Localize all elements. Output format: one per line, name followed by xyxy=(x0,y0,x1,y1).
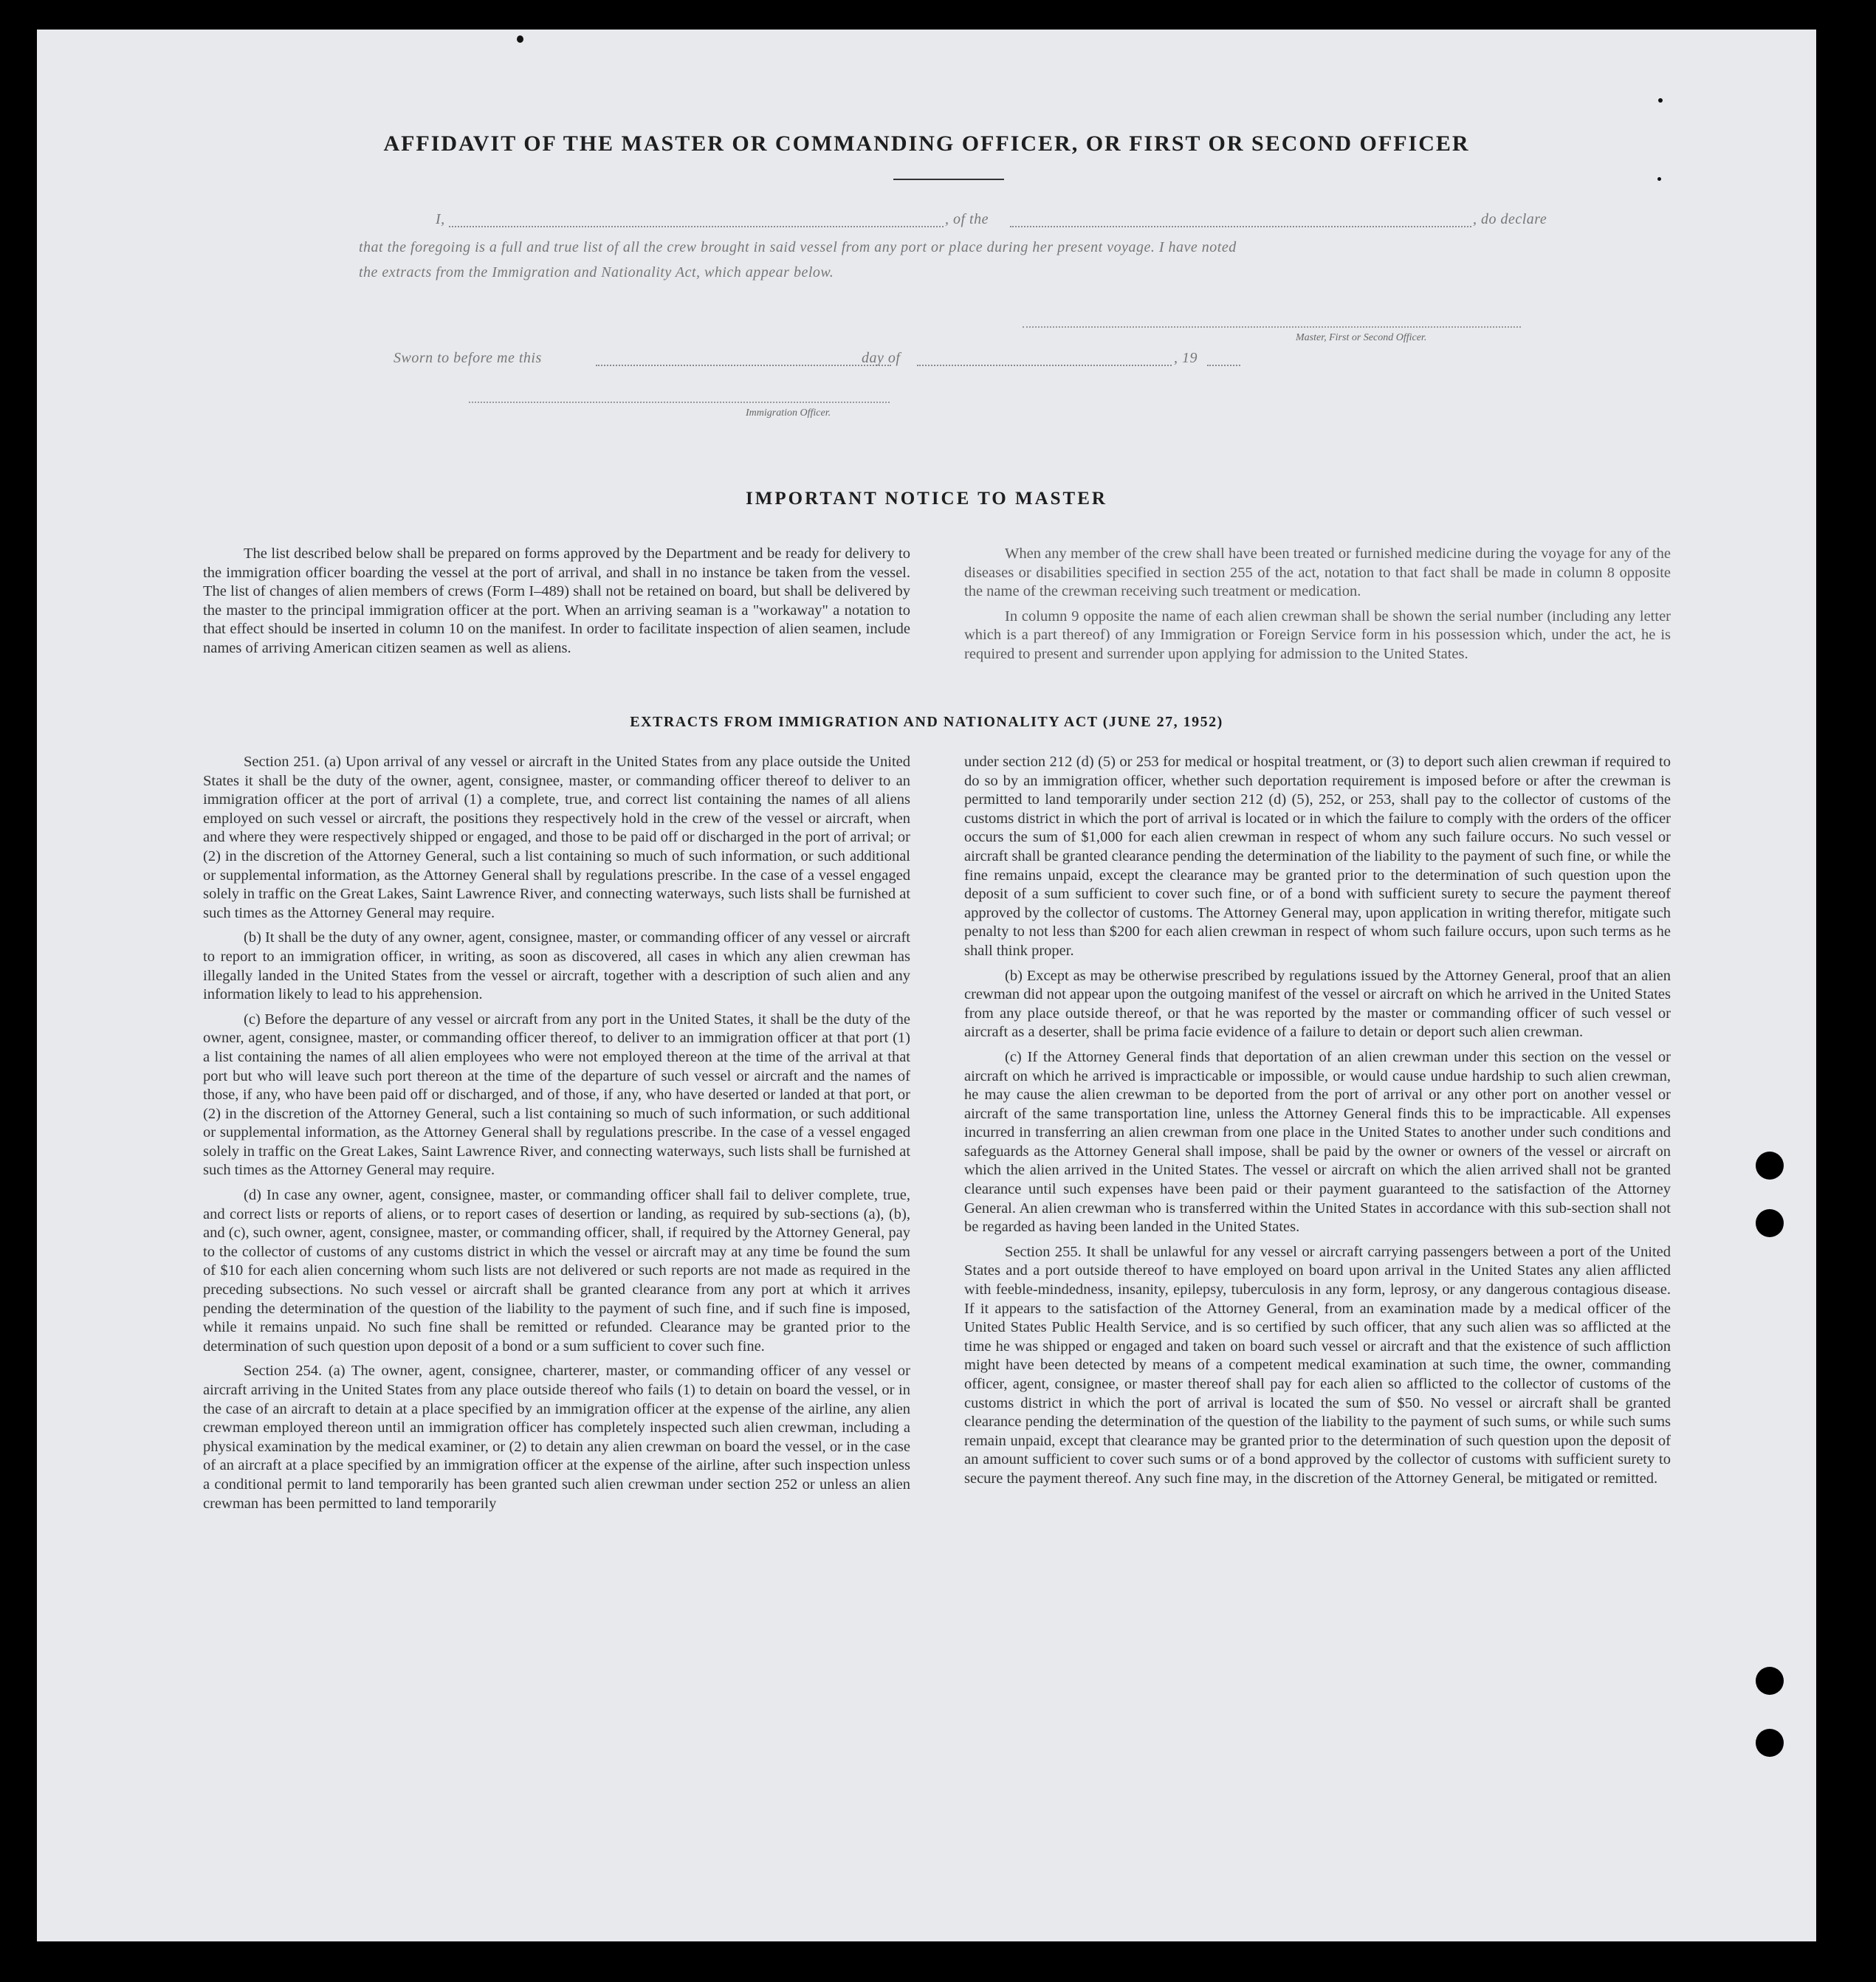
section-254-a: Section 254. (a) The owner, agent, consignee, charterer, master, or commanding officer of any vessel or aircraft arriving in the United States from any place outside thereof who fails (1) to detain on board the vessel, or in the case of an aircraft to detain at a place specified by an immigration officer at the expense of the airline, any alien crewman employed thereon until an immigration officer has completely inspected such alien crewman, including a physical examination by the medical examiner, or (2) to detain any alien crewman on board the vessel, or in the case of an aircraft at a place specified by an immigration officer at the expense of the airline, after such inspection unless a conditional permit to land temporarily has been granted such alien crewman under section 252 or unless an alien crewman has been permitted to land temporarily xyxy=(203,1363,910,1512)
sworn-month-field[interactable] xyxy=(917,365,1172,366)
ink-speck xyxy=(1657,177,1661,181)
section-255: Section 255. It shall be unlawful for any vessel or aircraft carrying passengers between a port of the United States and a port outside thereof to have employed on board upon arrival in the United States any alien afflicted with feeble-mindedness, insanity, epilepsy, tuberculosis in any form, leprosy, or any dangerous contagious disease. If it appears to the satisfaction of the Attorney General, from an examination made by a medical officer of the United States Public Health Service, and is so certified by such officer, that any such alien was so afflicted at the time he was shipped or engaged and taken on board such vessel or aircraft and that the existence of such affliction might have been detected by means of a competent medical examination at such time, the owner, commanding officer, agent, consignee, or master thereof shall pay for each alien so afflicted to the collector of customs of the customs district in which the port of arrival is located the sum of $50. No vessel or aircraft shall be granted clearance pending the determination of the question of the liability to the payment of such sums, or while such sums remain unpaid, except that clearance may be granted prior to the determination of such question upon the deposit of an amount sufficient to cover such sums or of a bond approved by the collector of customs with sufficient surety to secure the payment thereof. Any such fine may, in the discretion of the Attorney General, be mitigated or remitted. xyxy=(964,1243,1671,1487)
declaration-line-3: the extracts from the Immigration and Nationality Act, which appear below. xyxy=(359,264,834,281)
day-of-label: day of xyxy=(862,350,901,366)
extracts-title: EXTRACTS FROM IMMIGRATION AND NATIONALITY ACT (JUNE 27, 1952) xyxy=(630,714,1223,730)
document-page xyxy=(37,30,1816,1941)
section-254-b: (b) Except as may be otherwise prescribed by regulations issued by the Attorney General, proof that an alien crewman did not appear upon the outgoing manifest of the vessel or aircraft on which he arrived in the United States from any place outside thereof, or that he was reported by the master or commanding officer of such vessel or aircraft as a deserter, shall be prima facie evidence of a failure to detain or deport such alien crewman. xyxy=(964,967,1671,1041)
punch-hole xyxy=(1756,1667,1784,1695)
do-declare-label: , do declare xyxy=(1473,211,1547,227)
master-caption: Master, First or Second Officer. xyxy=(1296,332,1427,343)
notice-paragraph: In column 9 opposite the name of each alien crewman shall be shown the serial number (including any letter which is a part thereof) of any Immigration or Foreign Service form in his possession which, under the act, he is required to present and surrender upon applying for admission to the United States. xyxy=(964,608,1671,662)
notice-paragraph: When any member of the crew shall have been treated or furnished medicine during the voyage for any of the diseases or disabilities specified in section 255 of the act, notation to that fact shall be made in column 8 opposite the name of the crewman receiving such treatment or medication. xyxy=(964,546,1671,600)
section-254-c: (c) If the Attorney General finds that deportation of an alien crewman under this section on the vessel or aircraft on which he arrived is impracticable or impossible, or would cause undue hardship to such alien crewman, he may cause the alien crewman to be deported from the port of arrival or any other port on another vessel or aircraft of the same transportation line, unless the Attorney General finds this to be impracticable. All expenses incurred in transferring an alien crewman from one place in the United States to another under such conditions and safeguards as the Attorney General shall impose, shall be paid by the owner or owners of the vessel or aircraft on which the alien arrived in the United States. The vessel or aircraft on which the alien arrived shall not be granted clearance until such expenses have been paid or their payment guaranteed to the satisfaction of the Attorney General. An alien crewman who is transferred within the United States in accordance with this sub-section shall not be regarded as having been landed in the United States. xyxy=(964,1048,1671,1236)
notice-paragraph: The list described below shall be prepared on forms approved by the Department and be ready for delivery to the immigration officer boarding the vessel at the port of arrival, and shall in no instance be taken from the vessel. The list of changes of alien members of crews (Form I–489) shall not be retained on board, but shall be delivered by the master to the principal immigration officer at the port. When an arriving seaman is a "workaway" a notation to that effect should be inserted in column 10 on the manifest. In order to facilitate inspection of alien seamen, include names of arriving American citizen seamen as well as aliens. xyxy=(203,546,910,656)
year-label: , 19 xyxy=(1174,350,1198,366)
punch-hole xyxy=(1756,1729,1784,1757)
punch-hole xyxy=(1756,1152,1784,1180)
section-251-b: (b) It shall be the duty of any owner, agent, consignee, master, or commanding officer of any vessel or aircraft to report to an immigration officer, in writing, as soon as discovered, all cases in which any alien crewman has illegally landed in the United States from the vessel or aircraft, together with a description of such alien and any information likely to lead to his apprehension. xyxy=(203,929,910,1003)
sworn-label: Sworn to before me this xyxy=(394,350,542,366)
sworn-day-field[interactable] xyxy=(596,365,891,366)
master-signature-line[interactable] xyxy=(1023,326,1521,328)
ink-speck xyxy=(517,35,523,43)
section-251-c: (c) Before the departure of any vessel or aircraft from any port in the United States, it shall be the duty of the owner, agent, consignee, master, or commanding officer thereof, to deliver to an immigration officer at that port (1) a list containing the names of all alien employees who were not employed thereon at the time of the arrival at that port but who will leave such port thereon at the time of the departure of such vessel or aircraft and the names of those, if any, who have been paid off or discharged, and of those, if any, who have deserted or landed at that port, or (2) in the discretion of the Attorney General, such a list containing so much of such information, or such additional or supplemental information, as the Attorney General shall by regulations prescribe. In the case of a vessel engaged solely in traffic on the Great Lakes, Saint Lawrence River, and connecting waterways, such lists shall be furnished at such times as the Attorney General may require. xyxy=(203,1011,911,1179)
section-251-a: Section 251. (a) Upon arrival of any vessel or aircraft in the United States from any place outside the United States it shall be the duty of the owner, agent, consignee, master, or commanding officer thereof to deliver to an immigration officer at the port of arrival (1) a complete, true, and correct list containing the names of all aliens employed on such vessel or aircraft, the positions they respectively hold in the crew of the vessel or aircraft, when and where they were respectively shipped or engaged, and those to be paid off or discharged in the port of arrival; or (2) in the discretion of the Attorney General, such a list containing so much of such information, or such additional or supplemental information, as the Attorney General shall by regulations prescribe. In the case of a vessel engaged solely in traffic on the Great Lakes, Saint Lawrence River, and connecting waterways, such lists shall be furnished at such times as the Attorney General may require. xyxy=(203,754,911,921)
vessel-name-field[interactable] xyxy=(1010,226,1471,227)
declarant-name-field[interactable] xyxy=(449,226,944,227)
notice-right-column xyxy=(964,545,1671,664)
officer-caption: Immigration Officer. xyxy=(746,407,831,419)
declarant-label: I, xyxy=(436,211,445,227)
title-divider xyxy=(893,179,1004,180)
section-251-d: (d) In case any owner, agent, consignee, master, or commanding officer shall fail to deliver complete, true, and correct lists or reports of aliens, or to report cases of desertion or landing, as required by sub-sections (a), (b), and (c), such owner, agent, consignee, master, or commanding officer, shall, if required by the Attorney General, pay to the collector of customs of any customs district in which the vessel or aircraft may at any time be found the sum of $10 for each alien concerning whom such lists are not delivered or such reports are not made as required in the preceding subsections. No such vessel or aircraft shall be granted clearance from any port at which it arrives pending the determination of the question of the liability to the payment of such fine, and if such fine is imposed, while it remains unpaid. No such fine shall be remitted or refunded. Clearance may be granted prior to the determination of such question upon deposit of a bond or a sum sufficient to cover such fine. xyxy=(203,1187,910,1355)
ink-speck xyxy=(1658,98,1663,103)
declaration-line-2: that the foregoing is a full and true list of all the crew brought in said vessel from any port or place during her present voyage. I have noted xyxy=(359,239,1237,255)
affidavit-title: AFFIDAVIT OF THE MASTER OR COMMANDING OFFICER, OR FIRST OR SECOND OFFICER xyxy=(383,131,1470,156)
extracts-left-column xyxy=(203,753,910,1513)
punch-hole xyxy=(1756,1209,1784,1237)
notice-title: IMPORTANT NOTICE TO MASTER xyxy=(746,489,1107,509)
of-the-label: , of the xyxy=(945,211,989,227)
section-254-a-continued: under section 212 (d) (5) or 253 for medical or hospital treatment, or (3) to deport such alien crewman if required to do so by an immigration officer, whether such deportation requirement is imposed before or after the crewman is permitted to land temporarily under section 212 (d) (5), 252, or 253, shall pay to the collector of customs of the customs district in which the port of arrival is located or in which the failure to comply with the orders of the officer occurs the sum of $1,000 for each alien crewman in respect of whom any such failure occurs. No such vessel or aircraft shall be granted clearance pending the determination of the liability to the payment of such fine, or while the fine remains unpaid, except the clearance may be granted prior to the determination of such question upon the deposit of a sum sufficient to cover such fine, or of a bond with sufficient surety to secure the payment thereof approved by the collector of customs. The Attorney General may, upon application in writing therefor, mitigate such penalty to not less than $200 for each alien crewman in respect of whom such failure occurs, upon such terms as he shall think proper. xyxy=(964,754,1671,959)
extracts-right-column xyxy=(964,753,1671,1489)
notice-left-column xyxy=(203,545,910,658)
sworn-year-field[interactable] xyxy=(1207,365,1240,366)
officer-signature-line[interactable] xyxy=(469,402,890,403)
